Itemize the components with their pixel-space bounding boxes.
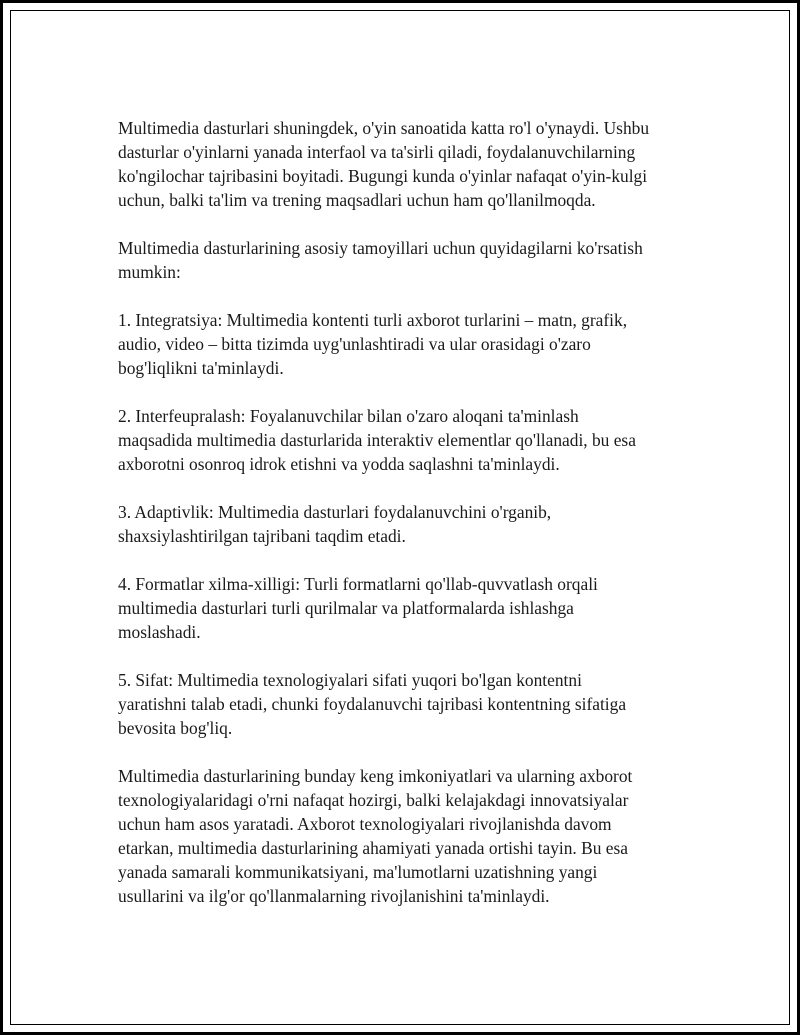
list-item-adaptivity [118, 500, 688, 548]
list-item-quality [118, 668, 688, 740]
text-line: ko'ngilochar tajribasini boyitadi. Bugungi kunda o'yinlar nafaqat o'yin-kulgi [118, 166, 648, 186]
list-item-formats [118, 572, 688, 644]
text-line: texnologiyalaridagi o'rni nafaqat hozirgi, balki kelajakdagi innovatsiyalar [118, 790, 629, 810]
text-line: 2. Interfeupralash: Foyalanuvchilar bilan o'zaro aloqani ta'minlash [118, 406, 579, 426]
paragraph-gaming-intro [118, 116, 688, 212]
text-line: shaxsiylashtirilgan tajribani taqdim etadi. [118, 526, 406, 546]
text-line: yaratishni talab etadi, chunki foydalanuvchi tajribasi kontentning sifatiga [118, 694, 627, 714]
paragraph-principles-lead [118, 236, 688, 284]
text-line: yanada samarali kommunikatsiyani, ma'lumotlarni uzatishning yangi [118, 862, 598, 882]
text-line: Multimedia dasturlarining asosiy tamoyillari uchun quyidagilarni ko'rsatish [118, 238, 643, 258]
text-line: 3. Adaptivlik: Multimedia dasturlari foydalanuvchini o'rganib, [118, 502, 552, 522]
list-item-integration [118, 308, 688, 380]
paragraph-conclusion [118, 764, 688, 908]
text-line: Multimedia dasturlari shuningdek, o'yin sanoatida katta ro'l o'ynaydi. Ushbu [118, 118, 650, 138]
text-line: uchun ham asos yaratadi. Axborot texnologiyalari rivojlanishda davom [118, 814, 612, 834]
text-line: moslashadi. [118, 622, 201, 642]
text-line: etarkan, multimedia dasturlarining ahamiyati yanada ortishi tayin. Bu esa [118, 838, 628, 858]
text-line: multimedia dasturlari turli qurilmalar va platformalarda ishlashga [118, 598, 574, 618]
text-line: mumkin: [118, 262, 181, 282]
list-item-interface [118, 404, 688, 476]
text-line: uchun, balki ta'lim va trening maqsadlari uchun ham qo'llanilmoqda. [118, 190, 596, 210]
document-body [118, 116, 688, 932]
text-line: Multimedia dasturlarining bunday keng imkoniyatlari va ularning axborot [118, 766, 633, 786]
text-line: axborotni osonroq idrok etishni va yodda saqlashni ta'minlaydi. [118, 454, 560, 474]
text-line: bevosita bog'liq. [118, 718, 233, 738]
text-line: dasturlar o'yinlarni yanada interfaol va ta'sirli qiladi, foydalanuvchilarning [118, 142, 636, 162]
text-line: usullarini va ilg'or qo'llanmalarning rivojlanishini ta'minlaydi. [118, 886, 550, 906]
text-line: bog'liqlikni ta'minlaydi. [118, 358, 284, 378]
text-line: 5. Sifat: Multimedia texnologiyalari sifati yuqori bo'lgan kontentni [118, 670, 582, 690]
text-line: audio, video – bitta tizimda uyg'unlashtiradi va ular orasidagi o'zaro [118, 334, 591, 354]
text-line: 4. Formatlar xilma-xilligi: Turli formatlarni qo'llab-quvvatlash orqali [118, 574, 598, 594]
text-line: 1. Integratsiya: Multimedia kontenti turli axborot turlarini – matn, grafik, [118, 310, 628, 330]
text-line: maqsadida multimedia dasturlarida interaktiv elementlar qo'llanadi, bu esa [118, 430, 636, 450]
